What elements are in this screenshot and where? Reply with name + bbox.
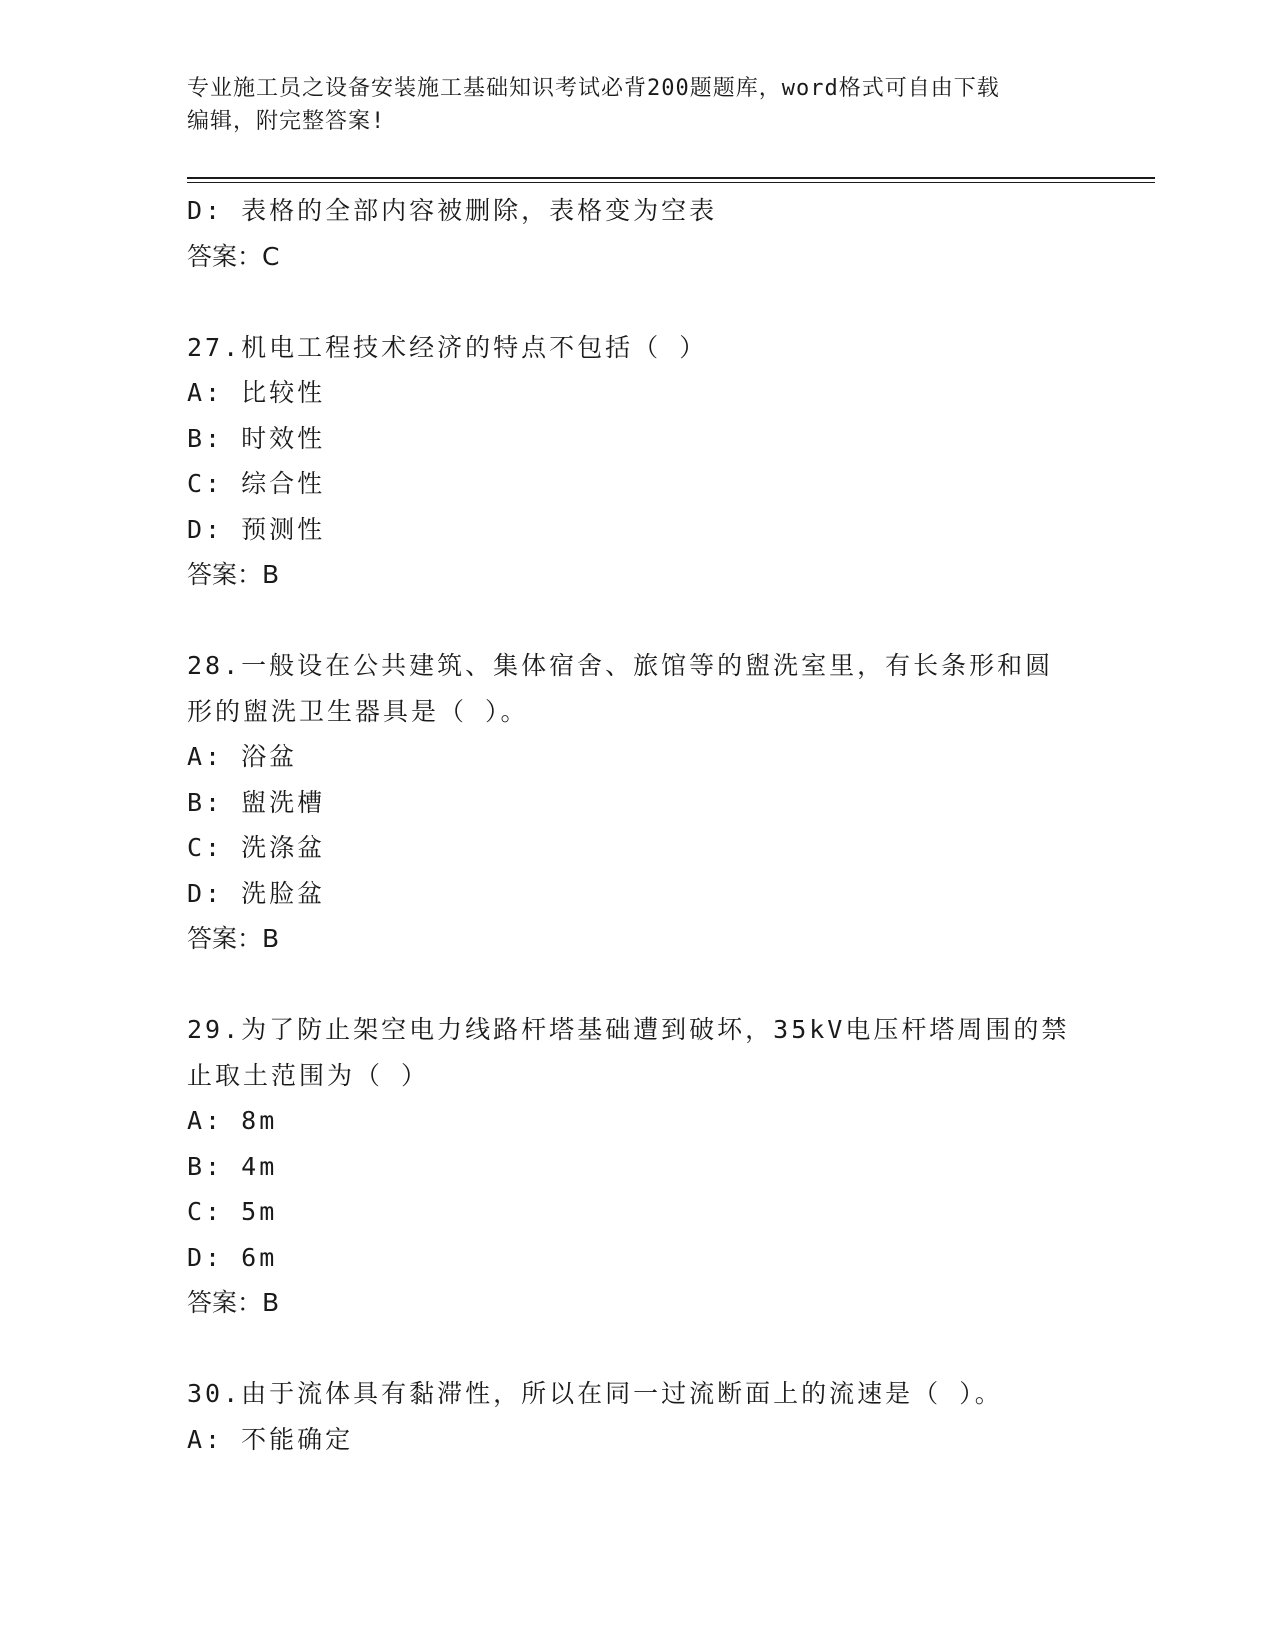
spacer <box>187 598 1087 644</box>
option-d: D: 6m <box>187 1242 278 1272</box>
header-rule-thick <box>187 177 1155 179</box>
question-content <box>187 188 1087 1462</box>
document-header <box>187 72 1067 138</box>
prev-answer: 答案：C <box>187 241 280 271</box>
option-a: A: 比较性 <box>187 378 326 407</box>
question-stem: 30.由于流体具有黏滞性，所以在同一过流断面上的流速是（ ）。 <box>187 1379 1003 1408</box>
option-c: C: 洗涤盆 <box>187 833 326 862</box>
option-b: B: 4m <box>187 1151 278 1181</box>
question-27 <box>187 325 1087 598</box>
header-rule-thin <box>187 182 1155 183</box>
answer: 答案：B <box>187 924 280 953</box>
header-line-2: 编辑，附完整答案! <box>187 109 386 134</box>
option-c: C: 综合性 <box>187 469 326 498</box>
question-30 <box>187 1371 1087 1462</box>
header-line-1: 专业施工员之设备安装施工基础知识考试必背200题题库，word格式可自由下载 <box>187 76 1000 101</box>
spacer <box>187 1326 1087 1372</box>
option-a: A: 8m <box>187 1106 278 1135</box>
question-stem: 29.为了防止架空电力线路杆塔基础遭到破坏，35kV电压杆塔周围的禁 <box>187 1015 1070 1044</box>
answer: 答案：B <box>187 560 280 589</box>
answer: 答案：B <box>187 1288 280 1317</box>
spacer <box>187 279 1087 325</box>
option-a: A: 不能确定 <box>187 1424 354 1454</box>
option-d: D: 预测性 <box>187 514 326 544</box>
question-stem-continued: 形的盥洗卫生器具是（ ）。 <box>187 696 529 726</box>
option-b: B: 时效性 <box>187 423 326 453</box>
question-stem-continued: 止取土范围为（ ） <box>187 1060 430 1090</box>
option-c: C: 5m <box>187 1197 278 1226</box>
question-29 <box>187 1007 1087 1326</box>
option-a: A: 浴盆 <box>187 742 298 771</box>
spacer <box>187 962 1087 1008</box>
option-d: D: 洗脸盆 <box>187 878 326 908</box>
prev-option-d: D: 表格的全部内容被删除，表格变为空表 <box>187 196 718 225</box>
question-stem: 27.机电工程技术经济的特点不包括（ ） <box>187 332 708 362</box>
option-b: B: 盥洗槽 <box>187 787 326 817</box>
question-28 <box>187 643 1087 962</box>
question-stem: 28.一般设在公共建筑、集体宿舍、旅馆等的盥洗室里，有长条形和圆 <box>187 651 1054 680</box>
